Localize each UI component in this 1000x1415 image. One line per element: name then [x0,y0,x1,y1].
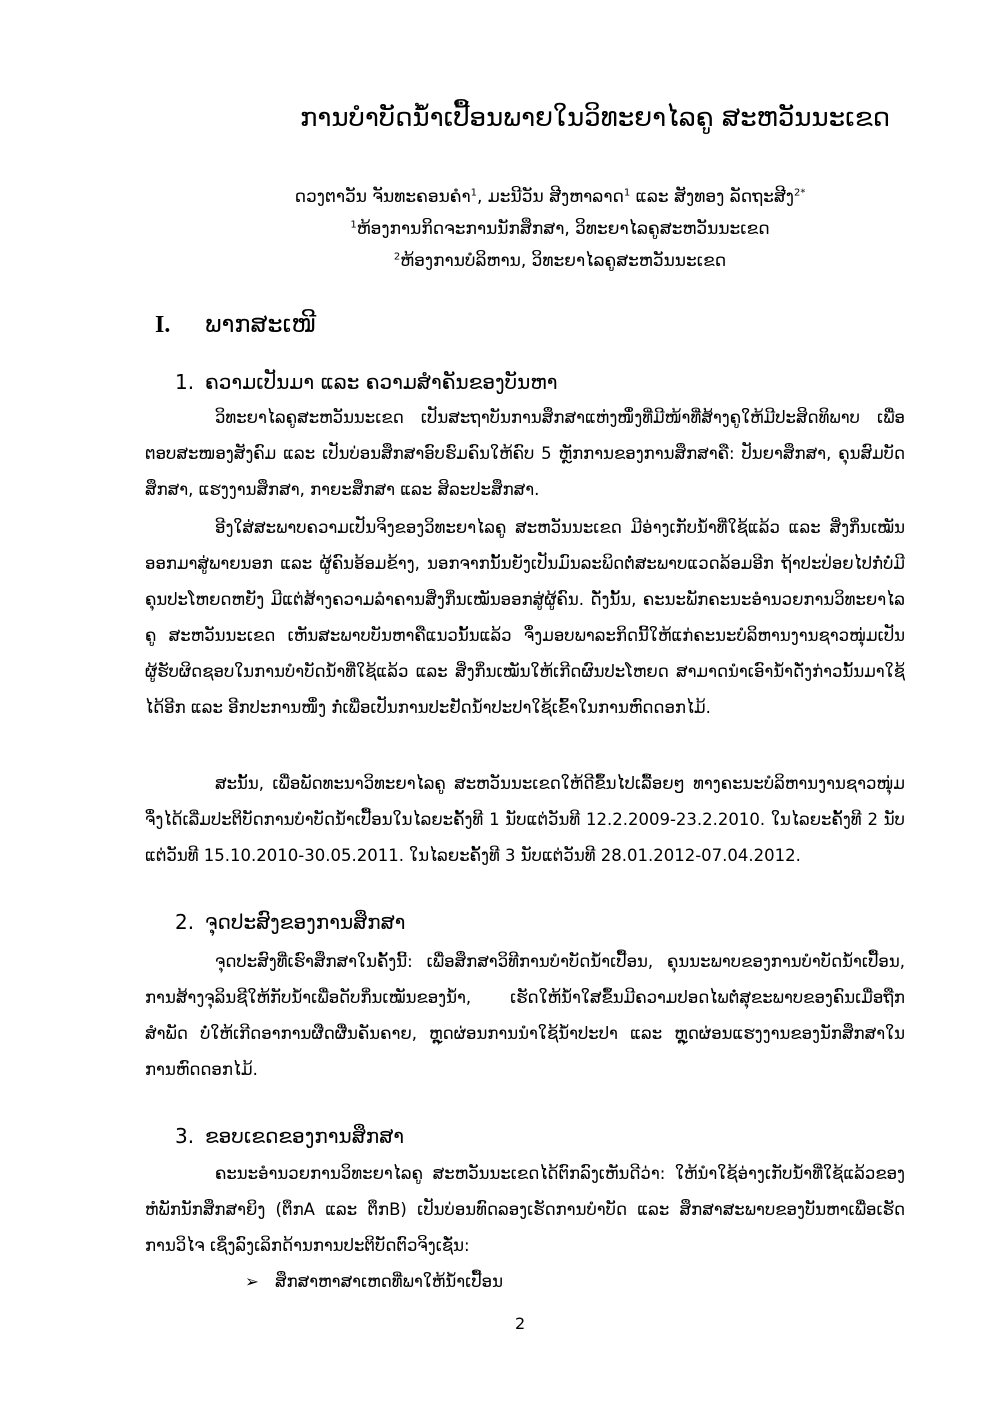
affiliation-marker: 1 [623,187,631,199]
paragraph: ຈຸດປະສົງທີ່ເຮົາສຶກສາໃນຄັ້ງນີ້: ເພື່ອສຶກສາວິທີການບຳບັດນ້ຳເປື້ອນ, ຄຸນນະພາບຂອງການບຳບັດນ້ຳເປື້ອນ, ການສ້າງຈຸລິນຊີໃຫ້ກັບນ້ຳເພື່ອດັບກິ່ນເໝັນຂອງນ້ຳ, ເຮັດໃຫ້ນ້ຳໃສຂຶ້ນມີຄວາມປອດໄພຕໍ່ສຸຂະພາບຂອງຄົນເມື່ອຖືກສຳພັດ ບໍ່ໃຫ້ເກີດອາການຜືດຜື່ນຄັນຄາຍ, ຫຼຸດຜ່ອນການນຳໃຊ້ນ້ຳປະປາ ແລະ ຫຼຸດຜ່ອນແຮງງານຂອງນັກສຶກສາໃນການຫົດດອກໄມ້. [145,952,905,1079]
subsection-heading [175,906,405,938]
author-line [270,182,830,212]
author-2: , ມະນີວັນ ສີງຫາລາດ [477,187,624,207]
paragraph: ຄະນະອຳນວຍການວິທະຍາໄລຄູ ສະຫວັນນະເຂດໄດ້ຕົກລົງເຫັນດີວ່າ: ໃຫ້ນຳໃຊ້ອ່າງເກັບນ້ຳທີ່ໃຊ້ແລ້ວຂອງຫໍພັກນັກສຶກສາຍິງ (ຕຶກA ແລະ ຕຶກB) ເປັນບ່ອນທົດລອງເຮັດການບຳບັດ ແລະ ສຶກສາສະພາບຂອງບັນຫາເພື່ອເຮັດການວິໄຈ ເຊິ່ງລົງເລິກດ້ານການປະຕິບັດຕົວຈິງເຊັ່ນ: [145,1164,905,1255]
affiliation-1 [300,214,820,244]
author-3: ແລະ ສັງທອງ ລັດຖະສີງ [630,187,794,207]
subsection-heading [175,1120,404,1152]
paragraph: ອີງໃສ່ສະພາບຄວາມເປັນຈິງຂອງວິທະຍາໄລຄູ ສະຫວັນນະເຂດ ມີອ່າງເກັບນ້ຳທີ່ໃຊ້ແລ້ວ ແລະ ສິ່ງກິ່ນເໝັນອອກມາສູ່ພາຍນອກ ແລະ ຜູ້ຄົນອ້ອມຂ້າງ, ນອກຈາກນັ້ນຍັງເປັນມົນລະພິດຕໍ່ສະພາບແວດລ້ອມອີກ ຖ້າປະປ່ອຍໄປກໍ່ບໍ່ມີຄຸນປະໂຫຍດຫຍັງ ມີແຕ່ສ້າງຄວາມລຳຄານສິ່ງກິ່ນເໝັນອອກສູ່ຜູ້ຄົນ. ດັ່ງນັ້ນ, ຄະນະພັກຄະນະອຳນວຍການວິທະຍາໄລຄູ ສະຫວັນນະເຂດ ເຫັນສະພາບບັນຫາຄືແນວນັ້ນແລ້ວ ຈຶ່ງມອບພາລະກິດນີ້ໃຫ້ແກ່ຄະນະບໍລິຫານງານຊາວໜຸ່ມເປັນຜູ້ຮັບຜິດຊອບໃນການບຳບັດນ້ຳທີ່ໃຊ້ແລ້ວ ແລະ ສິ່ງກິ່ນເໝັນໃຫ້ເກີດຜົນປະໂຫຍດ ສາມາດນຳເອົານ້ຳດັ່ງກ່າວນັ້ນມາໃຊ້ໄດ້ອີກ ແລະ ອີກປະການໜຶ່ງ ກໍ່ເພື່ອເປັນການປະຢັດນ້ຳປະປາໃຊ້ເຂົ້າໃນການຫົດດອກໄມ້. [145,518,905,717]
affiliation-text: ຫ້ອງການບໍລິຫານ, ວິທະຍາໄລຄູສະຫວັນນະເຂດ [400,251,727,271]
section-title: ພາກສະເໜີ [205,310,317,338]
affiliation-2 [330,246,790,276]
subsection-number: 2. [175,910,195,934]
subsection-heading [175,366,558,398]
subsection-number: 1. [175,370,195,394]
bullet-text: ສຶກສາຫາສາເຫດທີ່ພາໃຫ້ນ້ຳເປື້ອນ [275,1272,503,1291]
affiliation-text: ຫ້ອງການກິດຈະການນັກສຶກສາ, ວິທະຍາໄລຄູສະຫວັນນະເຂດ [356,219,770,239]
section-number: I. [155,312,171,338]
page-number: 2 [515,1314,526,1333]
subsection-title: ຈຸດປະສົງຂອງການສຶກສາ [205,910,406,934]
affiliation-marker: 2* [793,187,806,199]
affiliation-marker: 1 [350,219,357,231]
arrow-bullet-icon: ➢ [245,1272,259,1291]
subsection-number: 3. [175,1124,195,1148]
affiliation-marker: 2 [393,251,401,263]
section-heading [155,306,316,343]
subsection-title: ຂອບເຂດຂອງການສຶກສາ [205,1124,405,1148]
affiliation-marker: 1 [470,187,478,199]
bullet-item [245,1266,503,1298]
paper-title: ການບຳບັດນ້ຳເປື້ອນພາຍໃນວິທະຍາໄລຄູ ສະຫວັນນະເຂດ [300,103,891,133]
paragraph: ວິທະຍາໄລຄູສະຫວັນນະເຂດ ເປັນສະຖາບັນການສຶກສາແຫ່ງໜຶ່ງທີ່ມີໜ້າທີ່ສ້າງຄູໃຫ້ມີປະສິດທິພາບ ເພື່ອຕອບສະໜອງສັງຄົມ ແລະ ເປັນບ່ອນສຶກສາອົບຮົມຄົນໃຫ້ຄົບ 5 ຫຼັກການຂອງການສຶກສາຄື: ປັນຍາສຶກສາ, ຄຸນສົມບັດສຶກສາ, ແຮງງານສຶກສາ, ກາຍະສຶກສາ ແລະ ສິລະປະສຶກສາ. [145,408,905,499]
subsection-title: ຄວາມເປັນມາ ແລະ ຄວາມສຳຄັນຂອງບັນຫາ [205,370,558,394]
paragraph: ສະນັ້ນ, ເພື່ອພັດທະນາວິທະຍາໄລຄູ ສະຫວັນນະເຂດໃຫ້ດີຂຶ້ນໄປເລື້ອຍໆ ທາງຄະນະບໍລິຫານງານຊາວໜຸ່ມຈຶ່ງໄດ້ເລີ່ມປະຕິບັດການບຳບັດນ້ຳເປື້ອນໃນໄລຍະຄັ້ງທີ 1 ນັບແຕ່ວັນທີ 12.2.2009-23.2.2010. ໃນໄລຍະຄັ້ງທີ 2 ນັບແຕ່ວັນທີ 15.10.2010-30.05.2011. ໃນໄລຍະຄັ້ງທີ 3 ນັບແຕ່ວັນທີ 28.01.2012-07.04.2012. [145,774,905,865]
author-1: ດວງຕາວັນ ຈັນທະຄອນຄຳ [294,187,471,207]
